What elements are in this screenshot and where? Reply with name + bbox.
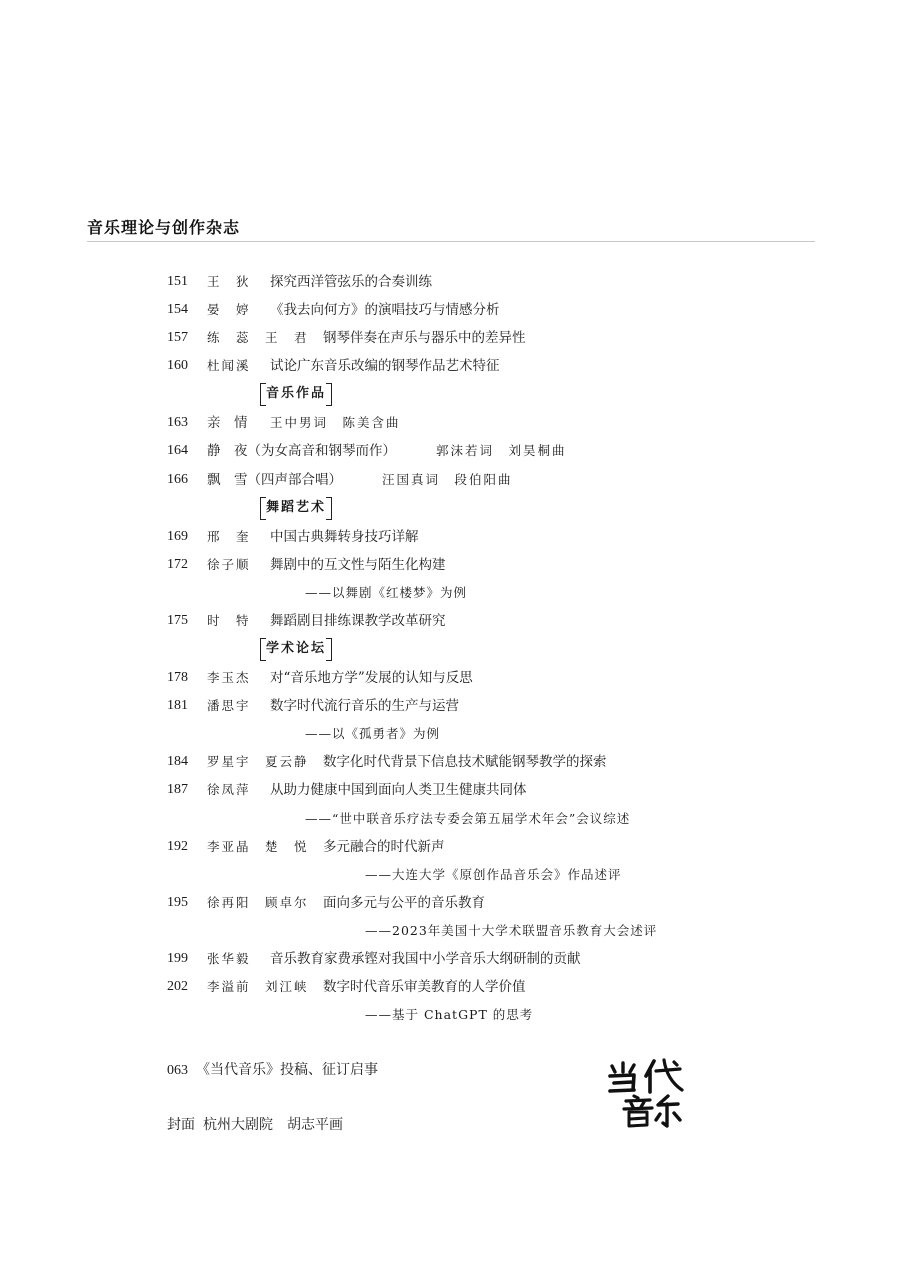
toc-article-title: 多元融合的时代新声 xyxy=(323,838,445,855)
toc-subtitle-row xyxy=(0,1001,900,1029)
section-heading: 舞蹈艺术 xyxy=(260,498,332,518)
toc-entry[interactable] xyxy=(0,437,900,465)
toc-subtitle: ——基于 ChatGPT 的思考 xyxy=(365,1007,534,1023)
section-heading-row xyxy=(0,494,900,523)
toc-page-number: 181 xyxy=(167,698,188,714)
logo-brush-strokes xyxy=(610,1060,682,1126)
toc-entry[interactable] xyxy=(0,352,900,380)
toc-article-title: 试论广东音乐改编的钢琴作品艺术特征 xyxy=(270,358,500,375)
toc-article-title: 舞蹈剧目排练课教学改革研究 xyxy=(270,612,446,629)
toc-entry[interactable] xyxy=(0,466,900,494)
notice-page: 063 xyxy=(167,1063,188,1078)
toc-page-number: 178 xyxy=(167,670,188,686)
toc-subtitle: ——以《孤勇者》为例 xyxy=(305,726,441,742)
toc-credits: 王中男词 陈美含曲 xyxy=(270,415,401,431)
toc-subtitle: ——“世中联音乐疗法专委会第五届学术年会”会议综述 xyxy=(305,810,631,826)
section-heading-row xyxy=(0,635,900,664)
table-of-contents xyxy=(0,268,900,1029)
toc-entry[interactable] xyxy=(0,945,900,973)
logo-text: 当代音乐 xyxy=(604,1058,608,1059)
toc-entry[interactable] xyxy=(0,664,900,692)
toc-article-title: 《我去向何方》的演唱技巧与情感分析 xyxy=(270,302,500,319)
toc-page-number: 187 xyxy=(167,782,188,798)
toc-author: 李玉杰 xyxy=(207,670,251,686)
toc-entry[interactable] xyxy=(0,692,900,720)
section-heading: 学术论坛 xyxy=(260,639,332,659)
toc-author: 徐凤萍 xyxy=(207,782,251,798)
toc-entry[interactable] xyxy=(0,833,900,861)
toc-author: 李亚晶 楚 悦 xyxy=(207,838,309,854)
toc-subtitle-row xyxy=(0,917,900,945)
toc-author: 时 特 xyxy=(207,612,251,628)
toc-credits: 郭沫若词 刘昊桐曲 xyxy=(436,443,567,459)
toc-article-title: 面向多元与公平的音乐教育 xyxy=(323,894,485,911)
toc-entry[interactable] xyxy=(0,523,900,551)
cover-credit xyxy=(167,1114,343,1134)
toc-subtitle-row xyxy=(0,579,900,607)
toc-entry[interactable] xyxy=(0,776,900,804)
toc-page-number: 199 xyxy=(167,950,188,966)
cover-text: 杭州大剧院 胡志平画 xyxy=(203,1117,343,1133)
notice-entry[interactable] xyxy=(167,1059,378,1079)
toc-page-number: 169 xyxy=(167,528,188,544)
toc-author: 潘思宇 xyxy=(207,698,251,714)
toc-author: 徐子顺 xyxy=(207,556,251,572)
toc-page-number: 154 xyxy=(167,302,188,318)
toc-page-number: 175 xyxy=(167,612,188,628)
toc-article-title: 从助力健康中国到面向人类卫生健康共同体 xyxy=(270,782,527,799)
toc-page-number: 184 xyxy=(167,754,188,770)
toc-page-number: 163 xyxy=(167,415,188,431)
toc-entry[interactable] xyxy=(0,268,900,296)
toc-author: 徐再阳 顾卓尔 xyxy=(207,894,309,910)
toc-subtitle: ——2023年美国十大学术联盟音乐教育大会述评 xyxy=(365,922,658,938)
toc-article-title: 数字时代流行音乐的生产与运营 xyxy=(270,698,459,715)
toc-author: 李溢前 刘江峡 xyxy=(207,979,309,995)
journal-title: 音乐理论与创作杂志 xyxy=(87,218,241,237)
toc-author: 王 狄 xyxy=(207,274,251,289)
toc-article-title: 数字化时代背景下信息技术赋能钢琴教学的探索 xyxy=(323,754,607,771)
toc-work-title: 亲 情 xyxy=(207,415,248,432)
section-heading-row xyxy=(0,380,900,409)
toc-author: 晏 婷 xyxy=(207,302,251,318)
toc-entry[interactable] xyxy=(0,748,900,776)
toc-article-title: 音乐教育家费承铿对我国中小学音乐大纲研制的贡献 xyxy=(270,950,581,967)
toc-page-number: 195 xyxy=(167,894,188,910)
toc-author: 罗星宇 夏云静 xyxy=(207,754,309,770)
toc-page-number: 157 xyxy=(167,330,188,346)
toc-page-number: 192 xyxy=(167,838,188,854)
toc-page-number: 160 xyxy=(167,358,188,374)
toc-article-title: 中国古典舞转身技巧详解 xyxy=(270,528,419,545)
header-divider xyxy=(87,241,815,242)
calligraphy-logo xyxy=(604,1058,686,1130)
notice-title: 《当代音乐》投稿、征订启事 xyxy=(196,1062,378,1078)
toc-subtitle: ——大连大学《原创作品音乐会》作品述评 xyxy=(365,866,622,882)
toc-subtitle-row xyxy=(0,861,900,889)
toc-page-number: 164 xyxy=(167,443,188,459)
toc-article-title: 钢琴伴奏在声乐与器乐中的差异性 xyxy=(323,330,526,347)
toc-work-title: 飘 雪（四声部合唱） xyxy=(207,471,342,488)
section-heading: 音乐作品 xyxy=(260,384,332,404)
toc-subtitle-row xyxy=(0,720,900,748)
toc-entry[interactable] xyxy=(0,889,900,917)
toc-page-number: 166 xyxy=(167,471,188,487)
cover-label: 封面 xyxy=(167,1117,195,1133)
toc-entry[interactable] xyxy=(0,973,900,1001)
toc-subtitle-row xyxy=(0,805,900,833)
toc-credits: 汪国真词 段伯阳曲 xyxy=(382,471,513,487)
toc-work-title: 静 夜（为女高音和钢琴而作） xyxy=(207,443,396,460)
toc-author: 邢 奎 xyxy=(207,528,251,544)
toc-article-title: 探究西洋管弦乐的合奏训练 xyxy=(270,274,432,290)
toc-article-title: 舞剧中的互文性与陌生化构建 xyxy=(270,556,446,573)
toc-entry[interactable] xyxy=(0,409,900,437)
toc-page-number: 202 xyxy=(167,979,188,995)
toc-author: 张华毅 xyxy=(207,950,251,966)
toc-article-title: 数字时代音乐审美教育的人学价值 xyxy=(323,979,526,996)
toc-author: 练 蕊 王 君 xyxy=(207,330,309,346)
toc-page-number: 172 xyxy=(167,556,188,572)
toc-entry[interactable] xyxy=(0,607,900,635)
toc-subtitle: ——以舞剧《红楼梦》为例 xyxy=(305,584,468,600)
toc-entry[interactable] xyxy=(0,296,900,324)
toc-page-number: 151 xyxy=(167,274,188,289)
toc-entry[interactable] xyxy=(0,324,900,352)
toc-entry[interactable] xyxy=(0,551,900,579)
toc-author: 杜闻溪 xyxy=(207,358,251,374)
toc-article-title: 对“音乐地方学”发展的认知与反思 xyxy=(270,670,473,687)
